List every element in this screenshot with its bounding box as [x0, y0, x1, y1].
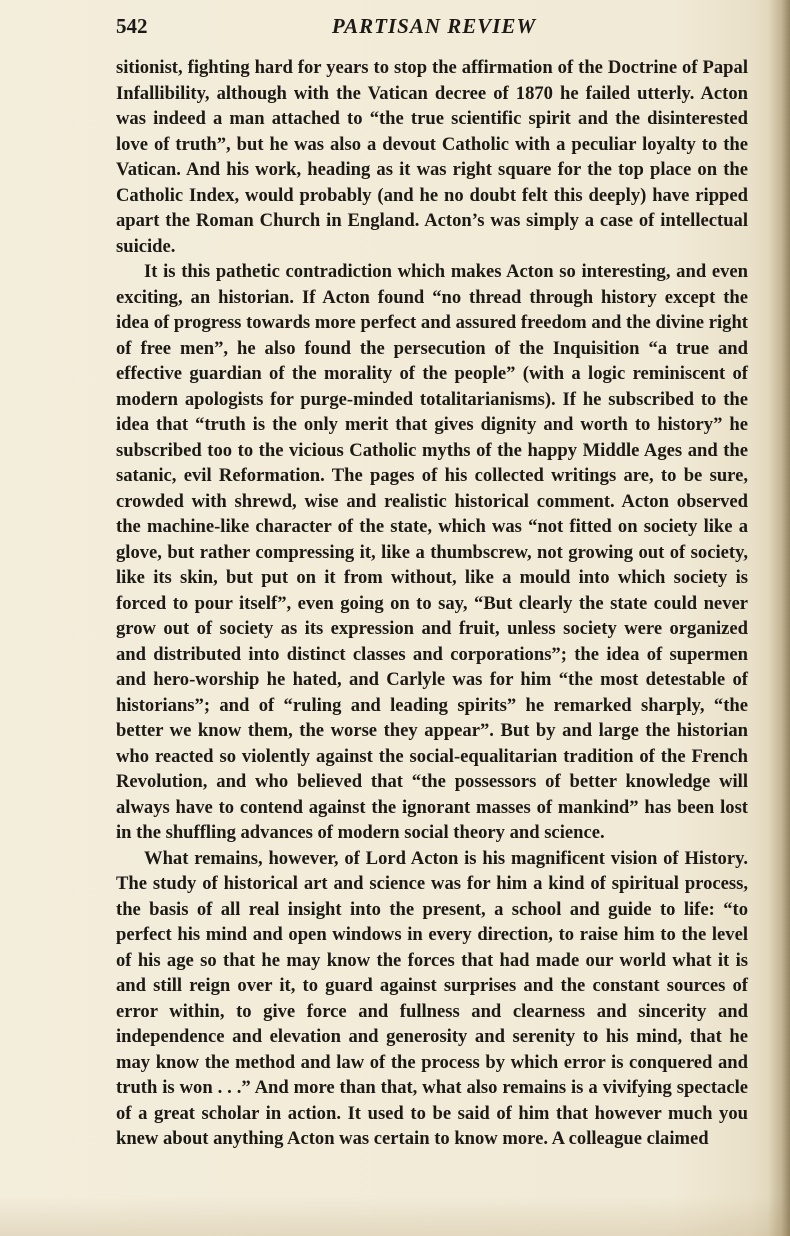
- page-header: [116, 10, 752, 46]
- paragraph-contradiction: It is this pathetic contradiction which makes Acton so interesting, and even exciting, an historian. If Acton found “no thread through history except the idea of progress towards more perfect and assured freedom and the divine right of free men”, he also found the persecution of the Inquisition “a true and effective guardian of the morality of the people” (with a logic reminiscent of modern apologists for purge-minded totalitarianisms). If he subscribed to the idea that “truth is the only merit that gives dignity and worth to history” he subscribed too to the vicious Catholic myths of the happy Middle Ages and the satanic, evil Reformation. The pages of his collected writings are, to be sure, crowded with shrewd, wise and realistic historical comment. Acton observed the machine-like character of the state, which was “not fitted on society like a glove, but rather compressing it, like a thumbscrew, not growing out of society, like its skin, but put on it from without, like a mould into which society is forced to pour itself”, even going on to say, “But clearly the state could never grow out of society as its expression and fruit, unless society were organized and distributed into distinct classes and corporations”; the idea of supermen and hero-worship he hated, and Carlyle was for him “the most detestable of historians”; and of “ruling and leading spirits” he remarked sharply, “the better we know them, the worse they appear”. But by and large the historian who reacted so violently against the social-equalitarian tradition of the French Revolution, and who believed that “the possessors of better knowledge will always have to contend against the ignorant masses of mankind” has been lost in the shuffling advances of modern social theory and science.: [116, 261, 748, 843]
- running-title: PARTISAN REVIEW: [331, 14, 537, 38]
- paragraph-continuation: sitionist, fighting hard for years to stop the affirmation of the Doctrine of Papal Infallibility, although with the Vatican decree of 1870 he failed utterly. Acton was indeed a man attached to “the true scientific spirit and the disinterested love of truth”, but he was also a devout Catholic with a peculiar loyalty to the Vatican. And his work, heading as it was right square for the top place on the Catholic Index, would probably (and he no doubt felt this deeply) have ripped apart the Roman Church in England. Acton’s was simply a case of intellectual suicide.: [116, 57, 748, 257]
- page-bottom-shadow: [0, 1196, 790, 1236]
- page-edge-shadow: [768, 0, 790, 1236]
- body-text: [116, 55, 748, 1152]
- paragraph-vision-of-history: What remains, however, of Lord Acton is his magnificent vision of History. The study of historical art and science was for him a kind of spiritual process, the basis of all real insight into the present, a school and guide to life: “to perfect his mind and open windows in every direction, to raise him to the level of his age so that he may know the forces that had made our world what it is and still reign over it, to guard against surprises and the constant sources of error within, to give force and fullness and clearness and sincerity and independence and elevation and generosity and serenity to his mind, that he may know the method and law of the process by which error is conquered and truth is won . . .” And more than that, what also remains is a vivifying spectacle of a great scholar in action. It used to be said of him that however much you knew about anything Acton was certain to know more. A colleague claimed: [116, 847, 748, 1149]
- page-number: 542: [116, 14, 148, 38]
